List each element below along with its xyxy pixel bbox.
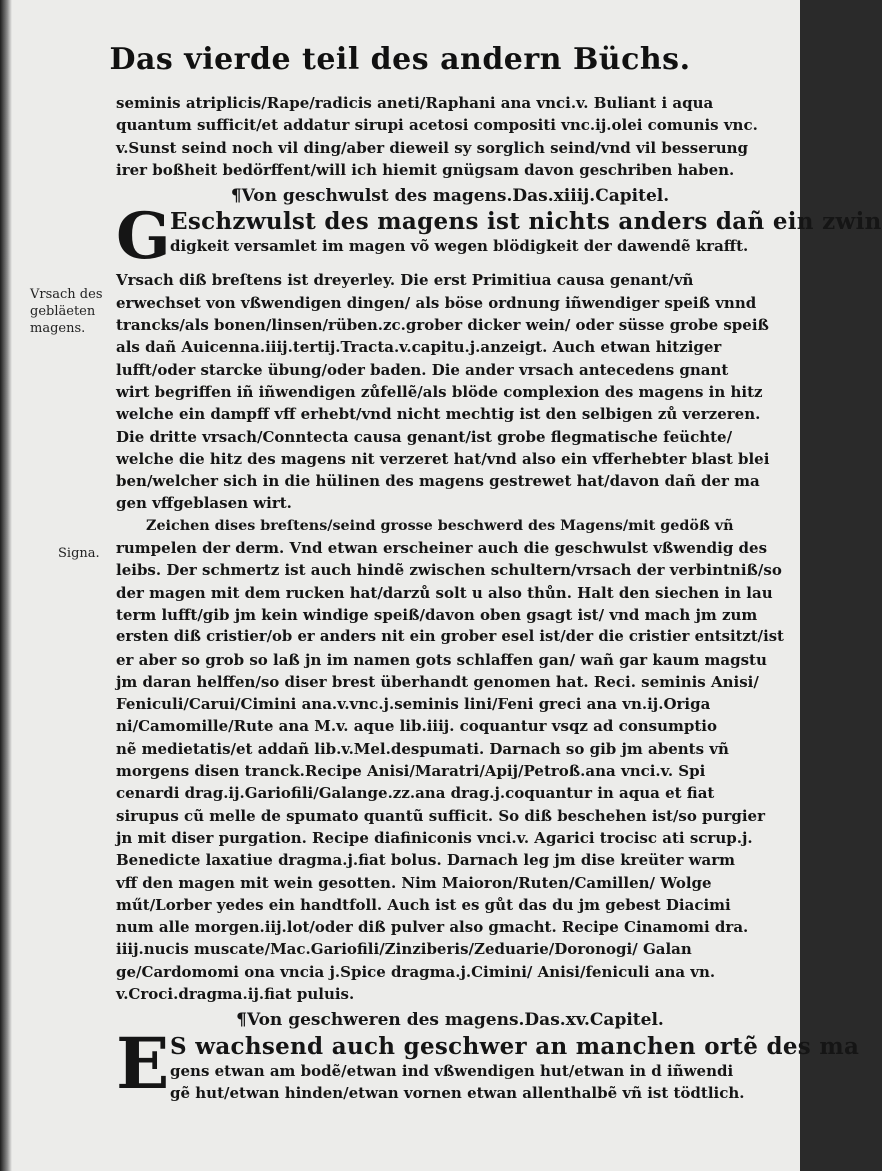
text-line: jm daran helffen/so diser brest überhandt genomen hat. Reci. seminis Anisi/ bbox=[116, 672, 759, 691]
text-line: seminis atriplicis/Rape/radicis aneti/Raphani ana vnci.v. Buliant i aqua bbox=[116, 94, 714, 112]
text-line: irer boßheit bedörffent/will ich hiemit gnügsam davon geschriben haben. bbox=[116, 160, 735, 179]
margin-note-causes bbox=[30, 286, 103, 337]
text-line: als dañ Auicenna.iiij.tertij.Tracta.v.capitu.j.anzeigt. Auch etwan hitziger bbox=[116, 338, 722, 357]
margin-note-signs: Signa. bbox=[58, 546, 100, 561]
text-line: Zeichen dises breſtens/seind grosse beschwerd des Magens/mit gedöß vñ bbox=[146, 517, 734, 534]
text-line: welche ein dampff vff erhebt/vnd nicht mechtig ist den selbigen zů verzeren. bbox=[116, 405, 761, 424]
page-header: Das vierde teil des andern Büchs. bbox=[109, 42, 691, 77]
chapter-title: ¶Von geschwulst des magens.Das.xiiij.Capitel. bbox=[230, 186, 670, 207]
text-line: v.Croci.dragma.ij.fiat puluis. bbox=[116, 984, 355, 1003]
text-line: vff den magen mit wein gesotten. Nim Maioron/Ruten/Camillen/ Wolge bbox=[116, 873, 712, 892]
text-line-struck: morgens disen tranck.Recipe Anisi/Maratri/Apij/Petroß.ana vnci.v. Spi bbox=[116, 762, 706, 781]
text-line: nẽ medietatis/et addañ lib.v.Mel.despumati. Darnach so gib jm abents vñ bbox=[116, 739, 729, 758]
chapter-first-line: S wachsend auch geschwer an manchen ortẽ des ma bbox=[170, 1032, 860, 1060]
chapter-15-paragraph bbox=[116, 1021, 860, 1105]
text-line: rumpelen der derm. Vnd etwan erscheiner auch die geschwulst vßwendig des bbox=[116, 539, 768, 558]
text-line: gens etwan am bodẽ/etwan ind vßwendigen hut/etwan in d iñwendi bbox=[170, 1061, 734, 1080]
text-line: trancks/als bonen/linsen/rüben.zc.grober dicker wein/ oder süsse grobe speiß bbox=[116, 316, 769, 335]
margin-note-causes-line: magens. bbox=[30, 321, 86, 336]
text-line: ni/Camomille/Rute ana M.v. aque lib.iiij. coquantur vsqz ad consumptio bbox=[116, 717, 717, 736]
initial-letter-g: G bbox=[116, 199, 171, 275]
margin-note-causes-line: Vrsach des bbox=[30, 287, 103, 302]
chapter-title: ¶Von geschweren des magens.Das.xv.Capitel. bbox=[236, 1010, 664, 1031]
text-line: jn mit diser purgation. Recipe diafiniconis vnci.v. Agarici trocisc ati scrup.j. bbox=[116, 828, 753, 847]
margin-note-causes-line: gebläeten bbox=[30, 304, 96, 319]
text-line: műt/Lorber yedes ein handtfoll. Auch ist es gůt das du jm gebest Diacimi bbox=[116, 895, 731, 914]
text-line: Feniculi/Carui/Cimini ana.v.vnc.j.seminis lini/Feni greci ana vn.ij.Origa bbox=[116, 695, 711, 714]
page-body bbox=[116, 92, 882, 1105]
text-line: gen vffgeblasen wirt. bbox=[116, 494, 292, 513]
text-line: num alle morgen.iij.lot/oder diß pulver also gmacht. Recipe Cinamomi dra. bbox=[116, 918, 749, 937]
initial-letter-e: E bbox=[116, 1021, 170, 1105]
text-line: sirupus cũ melle de spumato quantũ sufficit. So diß beschehen ist/so purgier bbox=[116, 806, 765, 825]
text-line: erwechset von vßwendigen dingen/ als böse ordnung iñwendiger speiß vnnd bbox=[116, 293, 757, 312]
text-line: wirt begriffen iñ iñwendigen zůfellẽ/als blöde complexion des magens in hitz bbox=[116, 382, 763, 401]
text-line: quantum sufficit/et addatur sirupi acetosi compositi vnc.ij.olei comunis vnc. bbox=[116, 116, 758, 135]
text-line-struck: welche die hitz des magens nit verzeret hat/vnd also ein vfferhebter blast blei bbox=[116, 449, 770, 468]
text-line: ben/welcher sich in die hülinen des magens gestrewet hat/davon dañ der ma bbox=[116, 472, 760, 491]
text-line: er aber so grob so laß jn im namen gots schlaffen gan/ wañ gar kaum magstu bbox=[116, 650, 767, 669]
text-line: der magen mit dem rucken hat/darzů solt u also thůn. Halt den siechen in lau bbox=[116, 583, 773, 602]
chapter-first-line: Eschzwulst des magens ist nichts anders dañ ein zwin bbox=[170, 208, 882, 236]
text-line: Vrsach diß breſtens ist dreyerley. Die erst Primitiua causa genant/vñ bbox=[116, 271, 694, 290]
page-gutter-shadow bbox=[0, 0, 12, 1171]
text-line: cenardi drag.ij.Gariofili/Galange.zz.ana drag.j.coquantur in aqua et fiat bbox=[116, 784, 715, 803]
chapter-14-paragraph bbox=[116, 199, 882, 1005]
text-line: v.Sunst seind noch vil ding/aber dieweil sy sorglich seind/vnd vil besserung bbox=[116, 138, 748, 157]
text-line-struck: Benedicte laxatiue dragma.j.fiat bolus. Darnach leg jm dise kreüter warm bbox=[116, 851, 736, 870]
text-line: lufft/oder starcke übung/oder baden. Die ander vrsach antecedens gnant bbox=[116, 360, 729, 379]
text-line: ge/Cardomomi ona vncia j.Spice dragma.j.Cimini/ Anisi/feniculi ana vn. bbox=[116, 962, 716, 981]
text-line-struck: Die dritte vrsach/Conntecta causa genant/ist grobe flegmatische feüchte/ bbox=[116, 427, 733, 446]
text-line-struck: term lufft/gib jm kein windige speiß/davon oben gsagt ist/ vnd mach jm zum bbox=[116, 605, 758, 624]
text-line: iiij.nucis muscate/Mac.Gariofili/Zinziberis/Zeduarie/Doronogi/ Galan bbox=[116, 940, 692, 959]
text-line: leibs. Der schmertz ist auch hindẽ zwischen schultern/vrsach der verbintniß/so bbox=[116, 561, 782, 580]
text-line: gẽ hut/etwan hinden/etwan vornen etwan allenthalbẽ vñ ist tödtlich. bbox=[170, 1083, 745, 1102]
text-line: ersten diß cristier/ob er anders nit ein grober esel ist/der die cristier entsitzt/ist bbox=[116, 628, 784, 646]
text-line: digkeit versamlet im magen võ wegen blödigkeit der dawendẽ krafft. bbox=[170, 237, 749, 256]
